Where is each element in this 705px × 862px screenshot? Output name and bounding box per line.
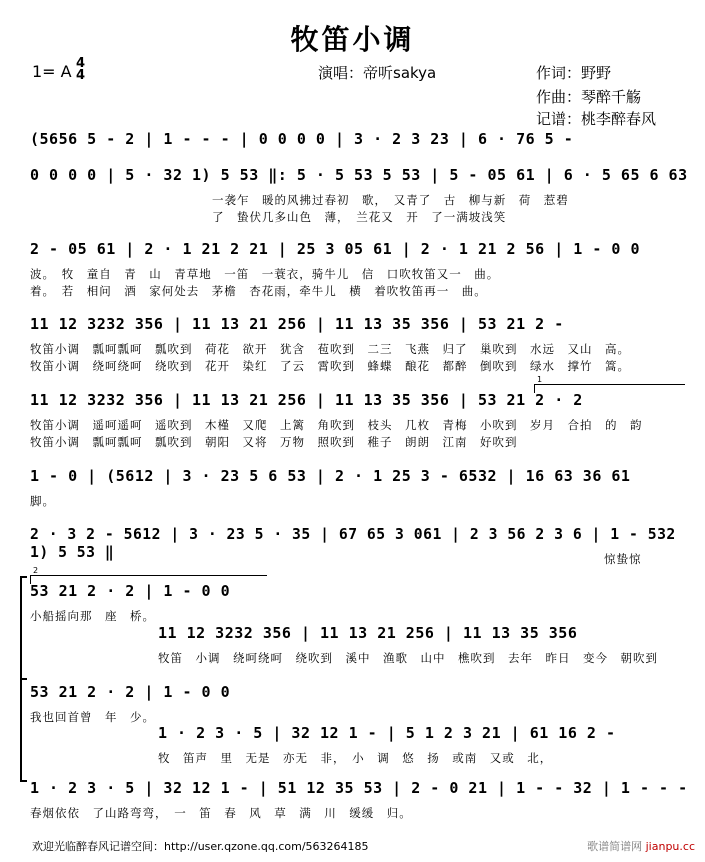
notation-row: 11 12 3232 356 | 11 13 21 256 | 11 13 35 356 | 53 21 2 -: [30, 315, 564, 333]
notation-row: 0 0 0 0 | 5 · 32 1) 5 53 ‖: 5 · 5 53 5 53 | 5 - 05 61 | 6 · 5 65 6 63: [30, 166, 688, 184]
lyric-line: 一袭乍 暖的风拂过春初 歌， 又青了 古 柳与新 荷 惹碧: [212, 193, 569, 207]
lyric-line: 牧笛小调 瓢呵瓢呵 瓢吹到 朝阳 又将 万物 照吹到 稚子 朗朗 江南 好吹到: [30, 435, 518, 449]
notation-row: 1 · 2 3 · 5 | 32 12 1 - | 51 12 35 53 | 2 - 0 21 | 1 - - 32 | 1 - - -: [30, 779, 688, 797]
system-bracket: [20, 576, 27, 680]
notation-row: (5656 5 - 2 | 1 - - - | 0 0 0 0 | 3 · 2 3 23 | 6 · 76 5 -: [30, 130, 574, 148]
time-signature: [76, 58, 85, 82]
notation-row: 1 · 2 3 · 5 | 32 12 1 - | 5 1 2 3 21 | 61 16 2 -: [158, 724, 616, 742]
lyric-line: 牧 笛声 里 无是 亦无 非， 小 调 悠 扬 或南 又或 北，: [158, 751, 553, 765]
composer-credit: 作曲：琴醉千觞: [536, 88, 642, 106]
notation-row: 53 21 2 · 2 | 1 - 0 0: [30, 683, 231, 701]
lyric-line: 牧笛小调 绕呵绕呵 绕吹到 花开 染红 了云 霄吹到 蜂蝶 酿花 都醉 倒吹到 绿水 撑竹 篙。: [30, 359, 630, 373]
notation-row: 2 · 3 2 - 5612 | 3 · 23 5 · 35 | 67 65 3 061 | 2 3 56 2 3 6 | 1 - 532 1) 5 53 ‖: [30, 525, 676, 561]
lyric-line: 春烟依依 了山路弯弯， 一 笛 春 风 草 满 川 缓缓 归。: [30, 806, 412, 820]
notation-row: 53 21 2 · 2 | 1 - 0 0: [30, 582, 231, 600]
lyric-line: 脚。: [30, 494, 55, 508]
notation-row: 11 12 3232 356 | 11 13 21 256 | 11 13 35 356: [158, 624, 578, 642]
notation-row: 2 - 05 61 | 2 · 1 21 2 21 | 25 3 05 61 | 2 · 1 21 2 56 | 1 - 0 0: [30, 240, 640, 258]
lyric-line: 着。 若 相问 酒 家何处去 茅檐 杏花雨，牵牛儿 横 着吹牧笛再一 曲。: [30, 284, 487, 298]
singer-credit: 演唱：帝听sakya: [318, 64, 437, 82]
volta-1: 1: [534, 384, 685, 393]
footer-text: 欢迎光临醉春风记谱空间：http://user.qzone.qq.com/563264185: [32, 840, 369, 853]
notation-row: 1 - 0 | (5612 | 3 · 23 5 6 53 | 2 · 1 25 3 - 6532 | 16 63 36 61: [30, 467, 631, 485]
song-title: 牧笛小调: [290, 23, 415, 56]
lyric-line: 惊蛰惊: [604, 552, 642, 566]
lyric-line: 我也回首曾 年 少。: [30, 710, 155, 724]
lyric-line: 了 蛰伏几多山色 薄， 兰花又 开 了一满坡浅笑: [212, 210, 507, 224]
notation-row: 11 12 3232 356 | 11 13 21 256 | 11 13 35 356 | 53 21 2 · 2: [30, 391, 583, 409]
lyric-line: 牧笛小调 瓢呵瓢呵 瓢吹到 荷花 欲开 犹含 苞吹到 二三 飞燕 归了 巢吹到 水远 又山 高。: [30, 342, 630, 356]
lyric-line: 牧笛小调 遥呵遥呵 遥吹到 木槿 又爬 上篱 角吹到 枝头 几枚 青梅 小吹到 岁月 合拍 的 韵: [30, 418, 643, 432]
time-signature-top: 4: [76, 56, 86, 71]
lyricist-credit: 作词：野野: [536, 64, 612, 82]
lyric-line: 波。 牧 童自 青 山 青草地 一笛 一蓑衣，骑牛儿 信 口吹牧笛又一 曲。: [30, 267, 500, 281]
watermark-text: 歌谱简谱网: [587, 840, 643, 853]
time-signature-bottom: 4: [76, 68, 86, 83]
lyric-line: 小船摇向那 座 桥。: [30, 609, 155, 623]
lyric-line: 牧笛 小调 绕呵绕呵 绕吹到 溪中 渔歌 山中 樵吹到 去年 昨日 变今 朝吹到: [158, 651, 658, 665]
volta-2: 2: [30, 575, 267, 584]
watermark-url: jianpu.cc: [645, 840, 695, 853]
system-bracket: [20, 678, 27, 782]
key-signature: 1= A: [32, 62, 72, 81]
watermark: [587, 838, 695, 854]
transcriber-credit: 记谱：桃李醉春风: [536, 110, 657, 128]
